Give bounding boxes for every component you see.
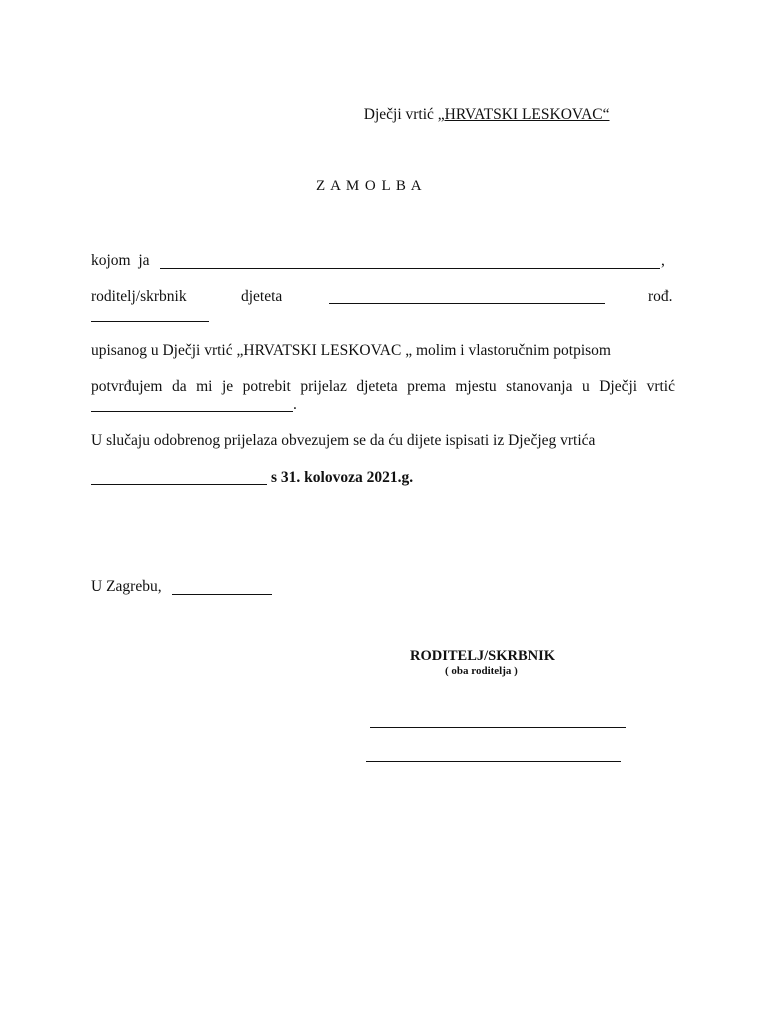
line5-period: . bbox=[293, 396, 297, 413]
line1-comma: , bbox=[661, 252, 665, 269]
applicant-name-field[interactable] bbox=[160, 268, 660, 269]
current-kindergarten-field[interactable] bbox=[91, 484, 267, 485]
signature-note: ( oba roditelja ) bbox=[445, 665, 518, 677]
signature-label: RODITELJ/SKRBNIK bbox=[410, 648, 556, 664]
child-name-field[interactable] bbox=[329, 303, 605, 304]
withdrawal-date: s 31. kolovoza 2021.g. bbox=[271, 469, 414, 486]
parent-guardian-label: roditelj/skrbnik bbox=[91, 288, 187, 305]
child-label: djeteta bbox=[241, 288, 283, 305]
page-title: Z A M O L B A bbox=[316, 178, 423, 194]
kindergarten-header bbox=[356, 88, 610, 124]
born-label: rođ. bbox=[648, 288, 673, 305]
kindergarten-name: „HRVATSKI LESKOVAC“ bbox=[437, 106, 610, 123]
birth-date-field[interactable] bbox=[91, 321, 209, 322]
signature-line-2[interactable] bbox=[366, 761, 621, 762]
withdrawal-statement: U slučaju odobrenog prijelaza obvezujem se da ću dijete ispisati iz Dječjeg vrtića bbox=[91, 432, 596, 449]
signature-line-1[interactable] bbox=[370, 727, 626, 728]
applicant-label: kojom ja bbox=[91, 252, 150, 269]
transfer-statement: potvrđujem da mi je potrebit prijelaz djeteta prema mjestu stanovanja u Dječji vrtić bbox=[91, 378, 675, 395]
date-field[interactable] bbox=[172, 594, 272, 595]
enrolled-statement: upisanog u Dječji vrtić „HRVATSKI LESKOVAC „ molim i vlastoručnim potpisom bbox=[91, 342, 611, 359]
header-prefix: Dječji vrtić bbox=[363, 106, 438, 123]
place-label: U Zagrebu, bbox=[91, 578, 162, 595]
target-kindergarten-field[interactable] bbox=[91, 411, 293, 412]
